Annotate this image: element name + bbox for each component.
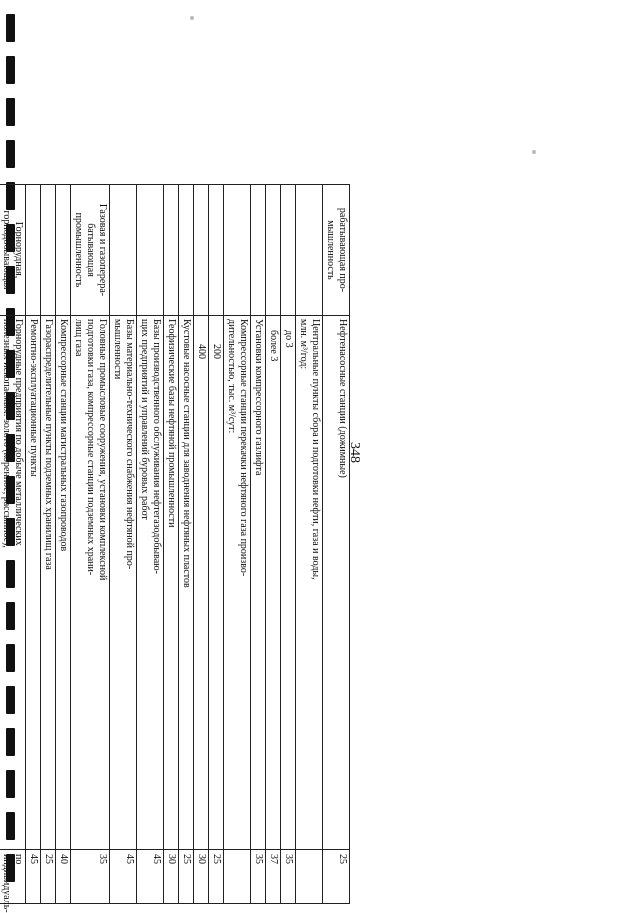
table-row xyxy=(26,185,41,904)
object-cell: Нефтенасосные станции (дожимные) xyxy=(323,316,350,850)
norms-table xyxy=(0,184,350,913)
table-row xyxy=(209,185,224,904)
object-cell: Газораспределительные пункты подземных хранилищ газа xyxy=(41,316,56,850)
value-cell: 45 xyxy=(26,850,41,904)
object-cell: Центральные пункты сбора и подготовки нефти, газа и воды, млн. м³/год: xyxy=(296,316,323,850)
object-cell: до 3 xyxy=(281,316,296,850)
value-cell: 40 xyxy=(56,850,71,904)
table-row xyxy=(266,185,281,904)
industry-cell xyxy=(137,185,164,316)
value-cell: 45 xyxy=(137,850,164,904)
industry-cell: Газовая и газоперера- батывающая промышленность xyxy=(71,185,110,316)
table-row xyxy=(194,185,209,904)
value-cell: 25 xyxy=(41,850,56,904)
table-row xyxy=(110,185,137,904)
value-cell: 25 xyxy=(323,850,350,904)
value-cell: 30 xyxy=(164,850,179,904)
value-cell: 35 xyxy=(281,850,296,904)
industry-cell xyxy=(194,185,209,316)
page-number: 348 xyxy=(347,442,362,463)
value-cell: по индивидуаль- xyxy=(0,850,26,904)
table-row xyxy=(224,185,251,904)
object-cell: Головные промысловые сооружения, установки комплексной подготовки газа, компрессорные станции подземных храни- лищ газа xyxy=(71,316,110,850)
table-row xyxy=(251,185,266,904)
table-row xyxy=(281,185,296,904)
value-cell: 37 xyxy=(266,850,281,904)
object-cell: Базы производственного обслуживания нефтегазодобываю- щих предприятий и управлений буровых работ xyxy=(137,316,164,850)
value-cell: 45 xyxy=(110,850,137,904)
table-row xyxy=(71,185,110,904)
table-row xyxy=(323,185,350,904)
industry-cell xyxy=(41,185,56,316)
object-cell: Компрессорные станции перекачки нефтяного газа произво- дительностью, тыс. м³/сут: xyxy=(224,316,251,850)
table-row xyxy=(0,185,26,904)
object-cell: Геофизические базы нефтяной промышленности xyxy=(164,316,179,850)
value-cell: 35 xyxy=(251,850,266,904)
object-cell: Ремонтно-эксплуатационные пункты xyxy=(26,316,41,850)
object-cell: Кустовые насосные станции для заводнения нефтяных пластов xyxy=(179,316,194,850)
object-cell: Базы материально-технического снабжения нефтяной про- мышленности xyxy=(110,316,137,850)
industry-cell xyxy=(164,185,179,316)
industry-cell xyxy=(209,185,224,316)
object-cell: 200 xyxy=(209,316,224,850)
table-row xyxy=(164,185,179,904)
industry-cell xyxy=(296,185,323,316)
table-body xyxy=(0,185,350,913)
object-cell: Компрессорные станции магистральных газопроводов xyxy=(56,316,71,850)
industry-cell xyxy=(224,185,251,316)
table-row xyxy=(137,185,164,904)
table-row xyxy=(179,185,194,904)
object-cell: более 3 xyxy=(266,316,281,850)
industry-cell: рабатывающая про- мышленность xyxy=(323,185,350,316)
industry-cell xyxy=(266,185,281,316)
table-row xyxy=(56,185,71,904)
object-cell: Горнорудные предприятия по добыче металлических полезных ископаемых: золото (коренное, рассыпное), xyxy=(0,316,26,850)
value-cell xyxy=(296,850,323,904)
table-row xyxy=(41,185,56,904)
industry-cell xyxy=(110,185,137,316)
object-cell: 400 xyxy=(194,316,209,850)
value-cell: 30 xyxy=(194,850,209,904)
value-cell: 35 xyxy=(71,850,110,904)
industry-cell xyxy=(26,185,41,316)
industry-cell: Горнорудная, горнодобывающая xyxy=(0,185,26,316)
value-cell xyxy=(224,850,251,904)
value-cell: 25 xyxy=(209,850,224,904)
value-cell: 25 xyxy=(179,850,194,904)
industry-cell xyxy=(179,185,194,316)
industry-cell xyxy=(56,185,71,316)
object-cell: Установки компрессорного газлифта xyxy=(251,316,266,850)
industry-cell xyxy=(251,185,266,316)
industry-cell xyxy=(281,185,296,316)
table-row xyxy=(296,185,323,904)
